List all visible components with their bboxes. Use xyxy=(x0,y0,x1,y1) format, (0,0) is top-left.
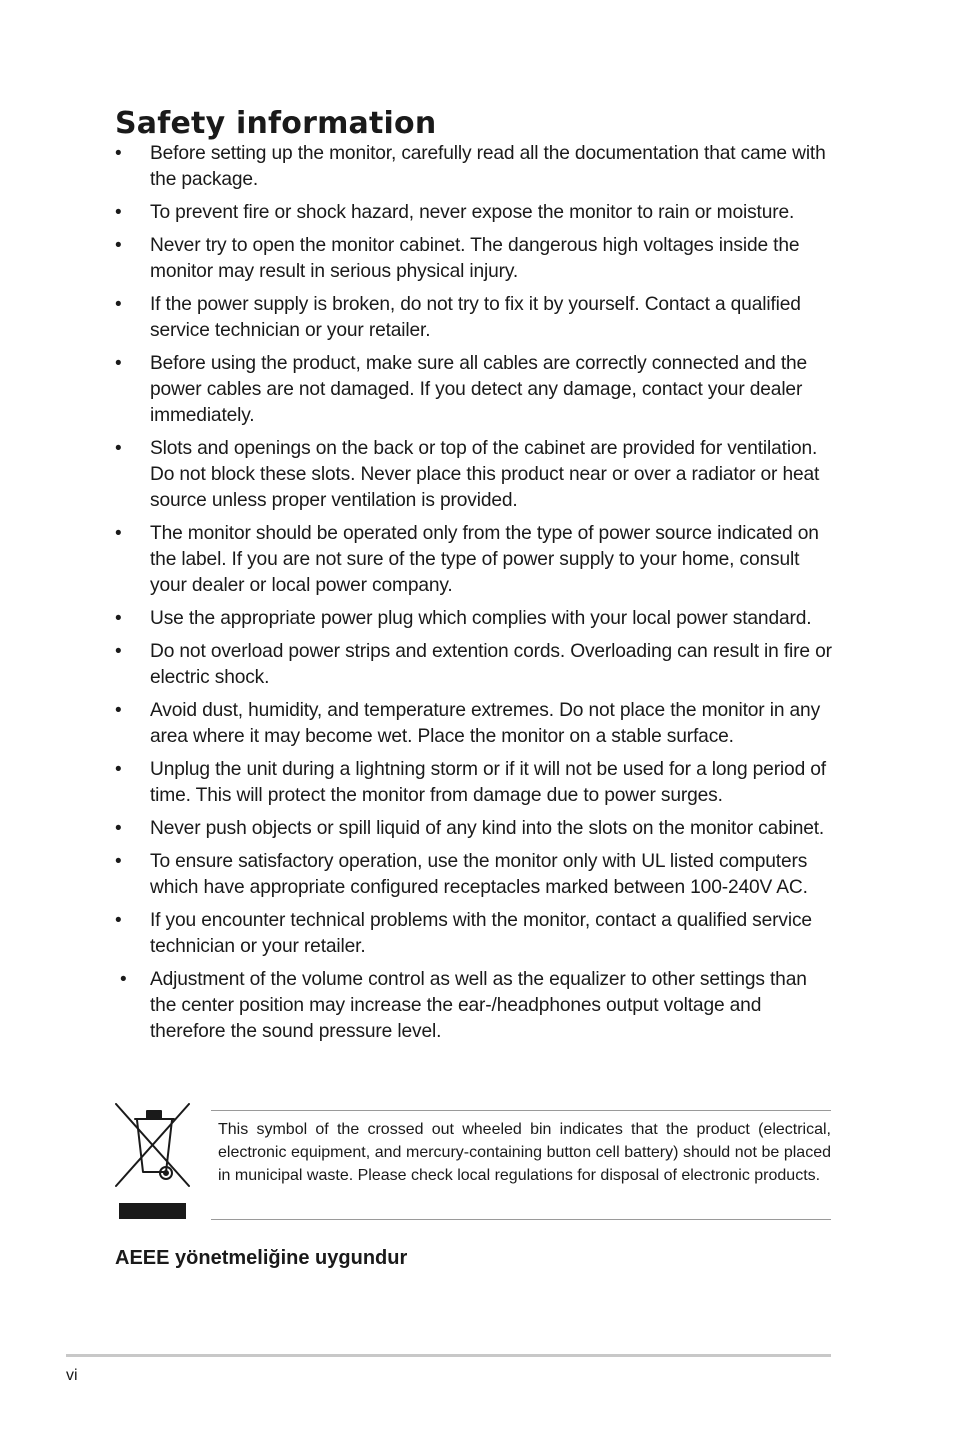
safety-list xyxy=(115,141,835,1052)
bullet-marker: • xyxy=(120,969,127,990)
list-item-text: Slots and openings on the back or top of the cabinet are provided for ventilation. Do not block these slots. Never place this product near or over a radiator or heat source unless proper ventilation is provided. xyxy=(150,438,820,511)
list-item xyxy=(115,200,835,226)
page-number: vi xyxy=(66,1367,78,1384)
list-item xyxy=(115,351,835,429)
list-item-text: Never push objects or spill liquid of any kind into the slots on the monitor cabinet. xyxy=(150,818,825,839)
list-item-text: Before setting up the monitor, carefully read all the documentation that came with the package. xyxy=(150,143,826,190)
list-item-text: Unplug the unit during a lightning storm or if it will not be used for a long period of time. This will protect the monitor from damage due to power surges. xyxy=(150,759,826,806)
list-item xyxy=(115,967,835,1045)
list-item-text: If the power supply is broken, do not try to fix it by yourself. Contact a qualified service technician or your retailer. xyxy=(150,294,801,341)
page-title: Safety information xyxy=(115,106,437,142)
bullet-marker: • xyxy=(115,438,122,459)
bullet-marker: • xyxy=(115,641,122,662)
list-item-text: The monitor should be operated only from the type of power source indicated on the label. If you are not sure of the type of power supply to your home, consult your dealer or local power company. xyxy=(150,523,819,596)
list-item xyxy=(115,639,835,691)
footer-divider xyxy=(66,1354,831,1357)
list-item xyxy=(115,436,835,514)
list-item xyxy=(115,816,835,842)
list-item-text: To ensure satisfactory operation, use the monitor only with UL listed computers which have appropriate configured receptacles marked between 100-240V AC. xyxy=(150,851,808,898)
list-item-text: Adjustment of the volume control as well as the equalizer to other settings than the center position may increase the ear-/headphones output voltage and therefore the sound pressure level. xyxy=(150,969,807,1042)
section-heading: AEEE yönetmeliğine uygundur xyxy=(115,1247,408,1269)
list-item-text: Never try to open the monitor cabinet. The dangerous high voltages inside the monitor may result in serious physical injury. xyxy=(150,235,800,282)
list-item xyxy=(115,698,835,750)
list-item xyxy=(115,849,835,901)
weee-notice xyxy=(211,1110,831,1220)
list-item-text: If you encounter technical problems with the monitor, contact a qualified service technician or your retailer. xyxy=(150,910,812,957)
list-item-text: Use the appropriate power plug which complies with your local power standard. xyxy=(150,608,812,629)
bullet-marker: • xyxy=(115,818,122,839)
list-item-text: Before using the product, make sure all cables are correctly connected and the power cables are not damaged. If you detect any damage, contact your dealer immediately. xyxy=(150,353,808,426)
bullet-marker: • xyxy=(115,910,122,931)
list-item xyxy=(115,606,835,632)
list-item xyxy=(115,233,835,285)
bullet-marker: • xyxy=(115,353,122,374)
bullet-marker: • xyxy=(115,759,122,780)
bullet-marker: • xyxy=(115,851,122,872)
list-item-text: Do not overload power strips and extention cords. Overloading can result in fire or electric shock. xyxy=(150,641,832,688)
weee-notice-text: This symbol of the crossed out wheeled bin indicates that the product (electrical, electronic equipment, and mercury-containing button cell battery) should not be placed in municipal waste. Please check local regulations for disposal of electronic products. xyxy=(218,1121,831,1184)
list-item xyxy=(115,292,835,344)
list-item xyxy=(115,757,835,809)
list-item xyxy=(115,141,835,193)
list-item xyxy=(115,521,835,599)
bullet-marker: • xyxy=(115,294,122,315)
list-item-text: Avoid dust, humidity, and temperature extremes. Do not place the monitor in any area where it may become wet. Place the monitor on a stable surface. xyxy=(150,700,821,747)
bullet-marker: • xyxy=(115,523,122,544)
list-item xyxy=(115,908,835,960)
bullet-marker: • xyxy=(115,608,122,629)
bullet-marker: • xyxy=(115,235,122,256)
bullet-marker: • xyxy=(115,700,122,721)
bullet-marker: • xyxy=(115,143,122,164)
bullet-marker: • xyxy=(115,202,122,223)
list-item-text: To prevent fire or shock hazard, never expose the monitor to rain or moisture. xyxy=(150,202,795,223)
crossed-out-wheeled-bin-icon xyxy=(115,1103,190,1220)
